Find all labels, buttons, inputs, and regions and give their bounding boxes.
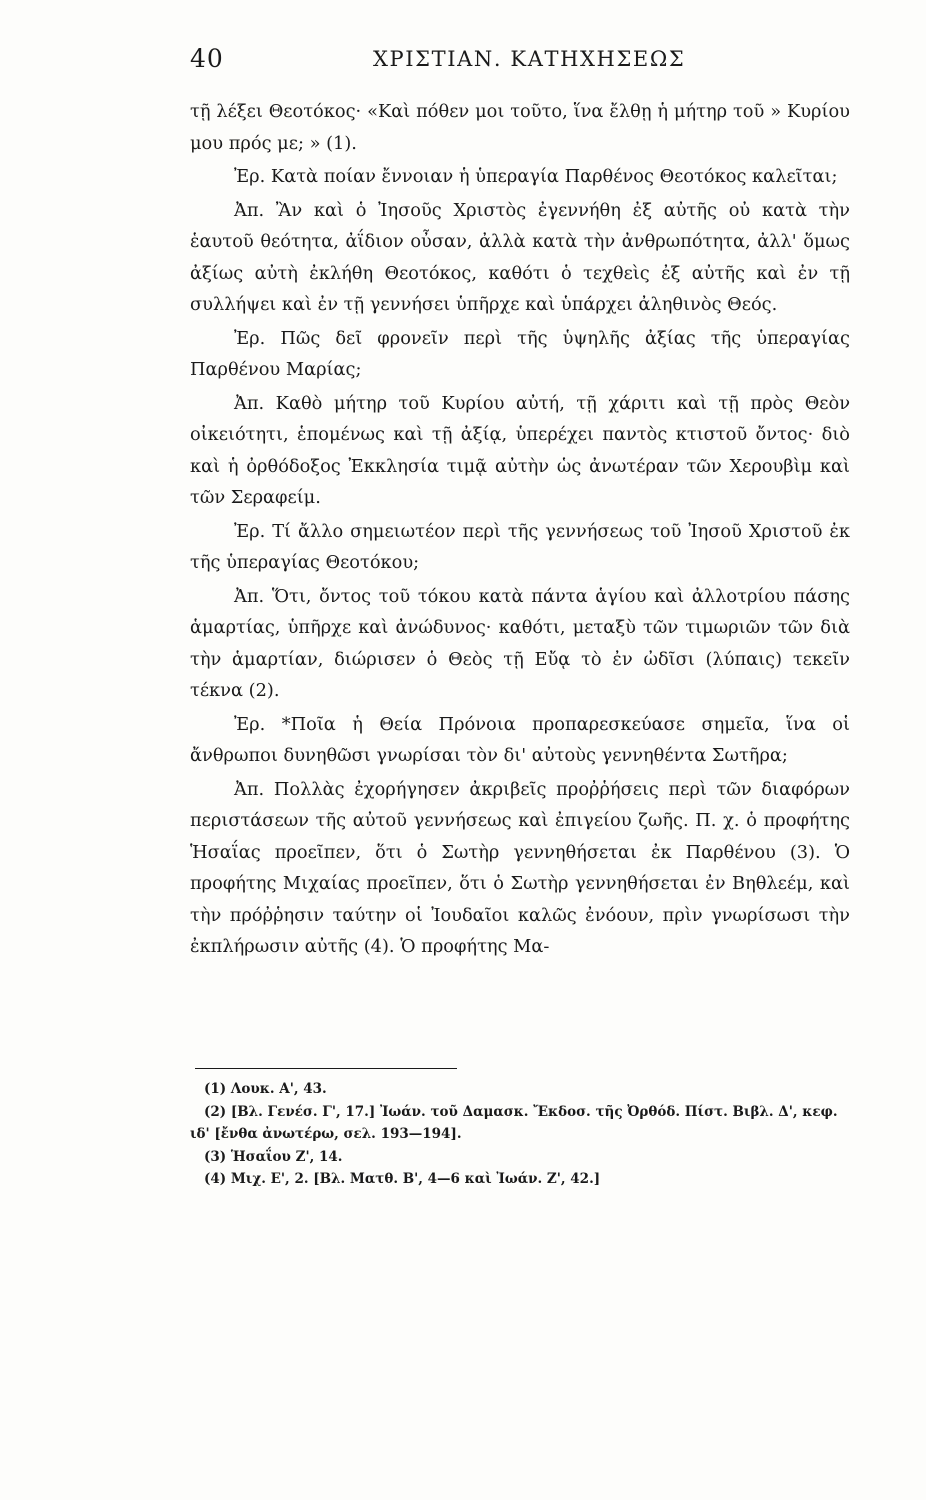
- question-paragraph: Ἐρ. Πῶς δεῖ φρονεῖν περὶ τῆς ὑψηλῆς ἀξίας τῆς ὑπεραγίας Παρθένου Μαρίας;: [190, 327, 850, 380]
- footnote: (1) Λουκ. Α', 43.: [204, 1081, 327, 1097]
- question-paragraph: Ἐρ. Τί ἄλλο σημειωτέον περὶ τῆς γεννήσεως τοῦ Ἰησοῦ Χριστοῦ ἐκ τῆς ὑπεραγίας Θεοτόκου;: [190, 520, 850, 573]
- running-head: ΧΡΙΣΤΙΑΝ. ΚΑΤΗΧΗΣΕΩΣ: [373, 47, 686, 71]
- page-number: 40: [190, 44, 224, 73]
- footnotes: [190, 1078, 850, 1191]
- main-text: [190, 96, 850, 963]
- answer-paragraph: Ἀπ. Ὅτι, ὄντος τοῦ τόκου κατὰ πάντα ἁγίου καὶ ἀλλοτρίου πάσης ἁμαρτίας, ὑπῆρχε καὶ ἀνώδυνος· καθότι, μεταξὺ τῶν τιμωριῶν τῶν διὰ τὴν ἁμαρτίαν, διώρισεν ὁ Θεὸς τῇ Εὔᾳ τὸ ἐν ὠδῖσι (λύπαις) τεκεῖν τέκνα (2).: [190, 585, 850, 701]
- question-paragraph: Ἐρ. *Ποῖα ἡ Θεία Πρόνοια προπαρεσκεύασε σημεῖα, ἵνα οἱ ἄνθρωποι δυνηθῶσι γνωρίσαι τὸν δι' αὐτοὺς γεννηθέντα Σωτῆρα;: [190, 713, 850, 766]
- footnote: (4) Μιχ. Ε', 2. [Βλ. Ματθ. Β', 4—6 καὶ Ἰωάν. Ζ', 42.]: [204, 1171, 601, 1187]
- question-paragraph: Ἐρ. Κατὰ ποίαν ἔννοιαν ἡ ὑπεραγία Παρθένος Θεοτόκος καλεῖται;: [234, 166, 838, 187]
- answer-paragraph: Ἀπ. Καθὸ μήτηρ τοῦ Κυρίου αὐτή, τῇ χάριτι καὶ τῇ πρὸς Θεὸν οἰκειότητι, ἑπομένως καὶ τῇ ἀξίᾳ, ὑπερέχει παντὸς κτιστοῦ ὄντος· διὸ καὶ ἡ ὀρθόδοξος Ἐκκλησία τιμᾷ αὐτὴν ὡς ἀνωτέραν τῶν Χερουβὶμ καὶ τῶν Σεραφείμ.: [190, 392, 850, 508]
- answer-paragraph: Ἀπ. Ἂν καὶ ὁ Ἰησοῦς Χριστὸς ἐγεννήθη ἐξ αὐτῆς οὐ κατὰ τὴν ἑαυτοῦ θεότητα, ἀΐδιον οὖσαν, ἀλλὰ κατὰ τὴν ἀνθρωπότητα, ἀλλ' ὅμως ἀξίως αὐτὴ ἐκλήθη Θεοτόκος, καθότι ὁ τεχθεὶς ἐξ αὐτῆς καὶ ἐν τῇ συλλήψει καὶ ἐν τῇ γεννήσει ὑπῆρχε καὶ ὑπάρχει ἀληθινὸς Θεός.: [190, 199, 850, 315]
- footnote-divider: [195, 1068, 457, 1069]
- page-header: [190, 44, 850, 80]
- paragraph-continuation: τῇ λέξει Θεοτόκος· «Καὶ πόθεν μοι τοῦτο, ἵνα ἔλθῃ ἡ μήτηρ τοῦ » Κυρίου μου πρός με; » (1).: [190, 101, 850, 154]
- answer-paragraph: Ἀπ. Πολλὰς ἐχορήγησεν ἀκριβεῖς προῤῥήσεις περὶ τῶν διαφόρων περιστάσεων τῆς αὐτοῦ γεννήσεως καὶ ἐπιγείου ζωῆς. Π. χ. ὁ προφήτης Ἡσαΐας προεῖπεν, ὅτι ὁ Σωτὴρ γεννηθήσεται ἐκ Παρθένου (3). Ὁ προφήτης Μιχαίας προεῖπεν, ὅτι ὁ Σωτὴρ γεννηθήσεται ἐν Βηθλεέμ, καὶ τὴν πρόῤῥησιν ταύτην οἱ Ἰουδαῖοι καλῶς ἐνόουν, πρὶν γνωρίσωσι τὴν ἐκπλήρωσιν αὐτῆς (4). Ὁ προφήτης Μα-: [190, 778, 850, 957]
- footnote: (3) Ἡσαΐου Ζ', 14.: [204, 1148, 343, 1165]
- footnote: (2) [Βλ. Γενέσ. Γ', 17.] Ἰωάν. τοῦ Δαμασκ. Ἔκδοσ. τῆς Ὀρθόδ. Πίστ. Βιβλ. Δ', κεφ. ιδ' [ἔνθα ἀνωτέρω, σελ. 193—194].: [190, 1103, 838, 1142]
